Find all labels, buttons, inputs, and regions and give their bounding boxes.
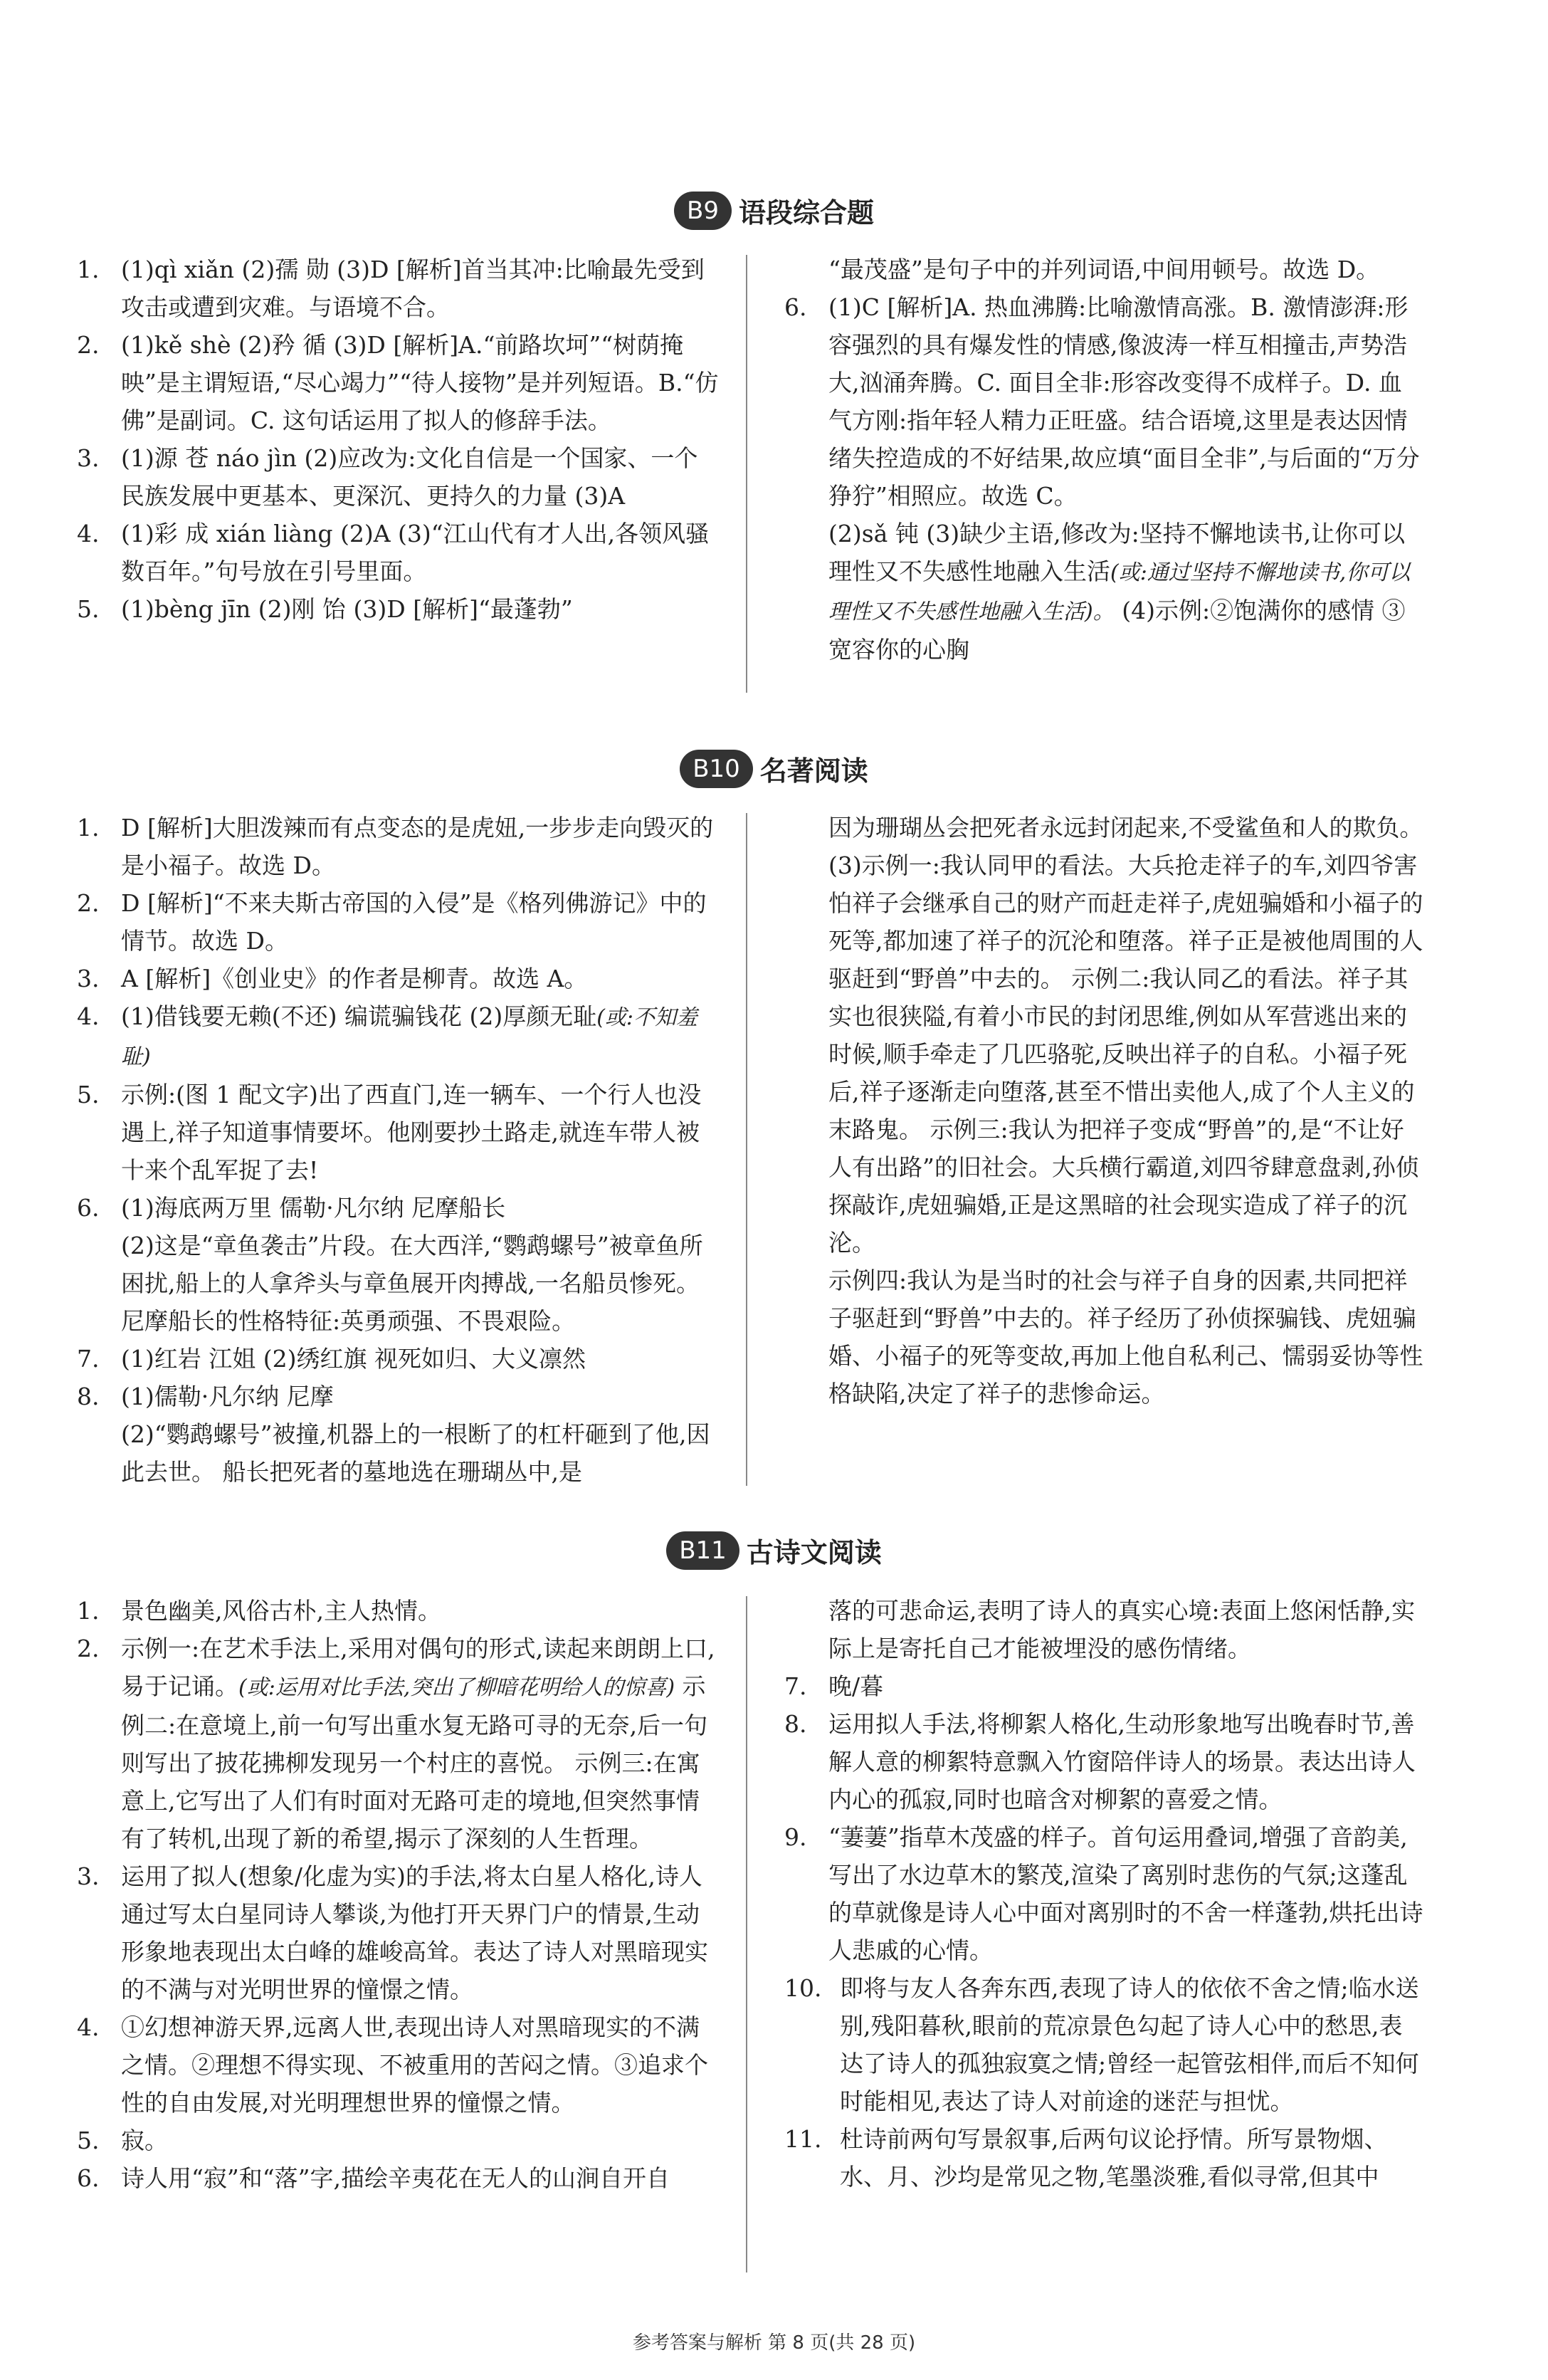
answer-item bbox=[77, 2008, 721, 2122]
answer-number: 11. bbox=[784, 2125, 822, 2153]
answer-text: 寂。 bbox=[121, 2127, 168, 2154]
answer-item bbox=[77, 2122, 721, 2159]
answer-item bbox=[77, 884, 721, 960]
section-title: 古诗文阅读 bbox=[746, 1537, 882, 1568]
answer-item bbox=[784, 515, 1425, 669]
answer-item bbox=[784, 1818, 1425, 1969]
section-badge: B11 bbox=[666, 1531, 739, 1570]
answer-item bbox=[784, 1592, 1425, 1667]
section-b10-right-column bbox=[784, 809, 1425, 1412]
answer-item bbox=[784, 1262, 1425, 1412]
section-header-b9 bbox=[0, 191, 1548, 241]
answer-text: 示例一:在艺术手法上,采用对偶句的形式,读起来朗朗上口,易于记诵。 bbox=[121, 1635, 715, 1700]
answer-item bbox=[784, 1969, 1425, 2120]
section-b11-right-column bbox=[784, 1592, 1425, 2196]
section-header-b11 bbox=[0, 1531, 1548, 1580]
answer-item bbox=[784, 288, 1425, 515]
column-divider bbox=[746, 1596, 747, 2272]
answer-text: ①幻想神游天界,远离人世,表现出诗人对黑暗现实的不满之情。②理想不得实现、不被重用的苦闷之情。③追求个性的自由发展,对光明理想世界的憧憬之情。 bbox=[121, 2013, 708, 2117]
answer-text: 诗人用“寂”和“落”字,描绘辛夷花在无人的山涧自开自 bbox=[121, 2164, 670, 2192]
answer-text: (2)“鹦鹉螺号”被撞,机器上的一根断了的杠杆砸到了他,因此去世。 船长把死者的墓地选在珊瑚丛中,是 bbox=[121, 1420, 710, 1486]
answer-number: 2. bbox=[77, 889, 100, 917]
answer-item bbox=[784, 2120, 1425, 2196]
answer-text: 晚/暮 bbox=[828, 1672, 884, 1700]
answer-text: D [解析]“不来夫斯古帝国的入侵”是《格列佛游记》中的情节。故选 D。 bbox=[121, 889, 707, 955]
answer-item bbox=[784, 1667, 1425, 1705]
answer-number: 2. bbox=[77, 1635, 100, 1662]
answer-item bbox=[77, 326, 721, 439]
answer-note: (或:通过坚持不懈地读书,你可以理性又不失感性地融入生活)。 bbox=[828, 560, 1411, 624]
answer-item bbox=[77, 251, 721, 326]
answer-item bbox=[77, 1592, 721, 1630]
answer-text: 运用拟人手法,将柳絮人格化,生动形象地写出晚春时节,善解人意的柳絮特意飘入竹窗陪伴诗人的场景。表达出诗人内心的孤寂,同时也暗含对柳絮的喜爱之情。 bbox=[828, 1710, 1416, 1813]
answer-text: 运用了拟人(想象/化虚为实)的手法,将太白星人格化,诗人通过写太白星同诗人攀谈,为他打开天界门户的情景,生动形象地表现出太白峰的雄峻高耸。表达了诗人对黑暗现实的不满与对光明世界的憧憬之情。 bbox=[121, 1862, 708, 2003]
answer-note: (或:不知羞耻) bbox=[121, 1005, 698, 1069]
answer-number: 4. bbox=[77, 520, 100, 547]
answer-text: (1)C [解析]A. 热血沸腾:比喻激情高涨。B. 激情澎湃:形容强烈的具有爆发性的情感,像波涛一样互相撞击,声势浩大,汹涌奔腾。C. 面目全非:形容改变得不成样子。D. 血气方刚:指年轻人精力正旺盛。结合语境,这里是表达因情绪失控造成的不好结果,故应填“面目全非”,与后面的“万分狰狞”相照应。故选 C。 bbox=[828, 293, 1420, 510]
answer-number: 9. bbox=[784, 1823, 807, 1851]
answer-item bbox=[77, 809, 721, 884]
answer-number: 2. bbox=[77, 331, 100, 359]
section-badge: B10 bbox=[680, 750, 753, 788]
section-b9-right-column bbox=[784, 251, 1425, 669]
answer-text: (1)借钱要无赖(不还) 编谎骗钱花 (2)厚颜无耻 bbox=[121, 1002, 597, 1030]
answer-item bbox=[784, 846, 1425, 1262]
answer-item bbox=[77, 960, 721, 997]
answer-number: 6. bbox=[784, 293, 807, 321]
answer-text-continued: (4)示例:②饱满你的感情 ③宽容你的心胸 bbox=[828, 597, 1406, 664]
answer-number: 7. bbox=[784, 1672, 807, 1700]
answer-text: (1)源 苍 náo jìn (2)应改为:文化自信是一个国家、一个民族发展中更基本、更深沉、更持久的力量 (3)A bbox=[121, 444, 698, 510]
answer-number: 4. bbox=[77, 2013, 100, 2041]
answer-number: 5. bbox=[77, 2127, 100, 2154]
answer-item bbox=[77, 1076, 721, 1189]
answer-number: 6. bbox=[77, 2164, 100, 2192]
answer-text: (3)示例一:我认同甲的看法。大兵抢走祥子的车,刘四爷害怕祥子会继承自己的财产而赶走祥子,虎妞骗婚和小福子的死等,都加速了祥子的沉沦和堕落。祥子正是被他周围的人驱赶到“野兽”中去的。 示例二:我认同乙的看法。祥子其实也很狭隘,有着小市民的封闭思维,例如从军营逃出来的时候,顺手牵走了几匹骆驼,反映出祥子的自私。小福子死后,祥子逐渐走向堕落,甚至不惜出卖他人,成了个人主义的末路鬼。 示例三:我认为把祥子变成“野兽”的,是“不让好人有出路”的旧社会。大兵横行霸道,刘四爷肆意盘剥,孙侦探敲诈,虎妞骗婚,正是这黑暗的社会现实造成了祥子的沉沦。 bbox=[828, 851, 1423, 1257]
answer-text: 示例四:我认为是当时的社会与祥子自身的因素,共同把祥子驱赶到“野兽”中去的。祥子经历了孙侦探骗钱、虎妞骗婚、小福子的死等变故,再加上他自私利己、懦弱妥协等性格缺陷,决定了祥子的悲惨命运。 bbox=[828, 1267, 1423, 1407]
section-header-b10 bbox=[0, 749, 1548, 799]
section-title: 名著阅读 bbox=[759, 755, 868, 787]
answer-text: (1)彩 成 xián liàng (2)A (3)“江山代有才人出,各领风骚数百年。”句号放在引号里面。 bbox=[121, 520, 710, 585]
answer-number: 10. bbox=[784, 1974, 822, 2002]
answer-text: (1)bèng jīn (2)刚 饴 (3)D [解析]“最蓬勃” bbox=[121, 595, 573, 623]
answer-item bbox=[784, 809, 1425, 846]
answer-number: 6. bbox=[77, 1194, 100, 1222]
column-divider bbox=[746, 813, 747, 1486]
answer-text: “萋萋”指草木茂盛的样子。首句运用叠词,增强了音韵美,写出了水边草木的繁茂,渲染了离别时悲伤的气氛;这蓬乱的草就像是诗人心中面对离别时的不舍一样蓬勃,烘托出诗人悲戚的心情。 bbox=[828, 1823, 1423, 1964]
answer-item bbox=[77, 590, 721, 628]
answer-text: 落的可悲命运,表明了诗人的真实心境:表面上悠闲恬静,实际上是寄托自己才能被埋没的感伤情绪。 bbox=[828, 1597, 1416, 1662]
answer-text-continued: 示例二:在意境上,前一句写出重水复无路可寻的无奈,后一句则写出了披花拂柳发现另一个村庄的喜悦。 示例三:在寓意上,它写出了人们有时面对无路可走的境地,但突然事情有了转机,出现了新的希望,揭示了深刻的人生哲理。 bbox=[121, 1672, 708, 1852]
section-b11-left-column bbox=[77, 1592, 721, 2197]
answer-number: 1. bbox=[77, 256, 100, 283]
answer-text: 杜诗前两句写景叙事,后两句议论抒情。所写景物烟、水、月、沙均是常见之物,笔墨淡雅,看似寻常,但其中 bbox=[840, 2125, 1388, 2191]
answer-item bbox=[77, 1857, 721, 2008]
answer-item bbox=[784, 1705, 1425, 1818]
answer-number: 7. bbox=[77, 1345, 100, 1373]
answer-number: 5. bbox=[77, 1081, 100, 1108]
answer-text: (1)红岩 江姐 (2)绣红旗 视死如归、大义凛然 bbox=[121, 1345, 586, 1373]
answer-number: 3. bbox=[77, 1862, 100, 1890]
answer-item bbox=[77, 1340, 721, 1378]
answer-item bbox=[784, 251, 1425, 288]
answer-item bbox=[77, 2159, 721, 2197]
answer-text: A [解析]《创业史》的作者是柳青。故选 A。 bbox=[121, 965, 588, 992]
answer-text: (1)海底两万里 儒勒·凡尔纳 尼摩船长 bbox=[121, 1194, 506, 1222]
answer-note: (或:运用对比手法,突出了柳暗花明给人的惊喜) bbox=[238, 1675, 675, 1700]
answer-text: (1)kě shè (2)矜 循 (3)D [解析]A.“前路坎坷”“树荫掩映”是主谓短语,“尽心竭力”“待人接物”是并列短语。B.“仿佛”是副词。C. 这句话运用了拟人的修辞手法。 bbox=[121, 331, 719, 434]
answer-item bbox=[77, 439, 721, 515]
answer-number: 5. bbox=[77, 595, 100, 623]
answer-number: 8. bbox=[77, 1383, 100, 1410]
answer-item bbox=[77, 1415, 721, 1491]
answer-number: 4. bbox=[77, 1002, 100, 1030]
answer-text: D [解析]大胆泼辣而有点变态的是虎妞,一步步走向毁灭的是小福子。故选 D。 bbox=[121, 814, 714, 879]
section-b9-left-column bbox=[77, 251, 721, 628]
answer-text: (1)qì xiǎn (2)孺 勋 (3)D [解析]首当其冲:比喻最先受到攻击或遭到灾难。与语境不合。 bbox=[121, 256, 705, 321]
answer-item bbox=[77, 997, 721, 1076]
section-title: 语段综合题 bbox=[738, 197, 874, 229]
answer-number: 8. bbox=[784, 1710, 807, 1738]
page-footer: 参考答案与解析 第 8 页(共 28 页) bbox=[632, 2332, 916, 2354]
section-badge: B9 bbox=[674, 192, 732, 230]
section-b10-left-column bbox=[77, 809, 721, 1491]
answer-text: (2)sǎ 钝 (3)缺少主语,修改为:坚持不懈地读书,让你可以理性又不失感性地融入生活 bbox=[828, 520, 1406, 585]
answer-text: 即将与友人各奔东西,表现了诗人的依依不舍之情;临水送别,残阳暮秋,眼前的荒凉景色勾起了诗人心中的愁思,表达了诗人的孤独寂寞之情;曾经一起管弦相伴,而后不知何时能相见,表达了诗人对前途的迷茫与担忧。 bbox=[840, 1974, 1419, 2115]
answer-text: 景色幽美,风俗古朴,主人热情。 bbox=[121, 1597, 441, 1625]
answer-text: 因为珊瑚丛会把死者永远封闭起来,不受鲨鱼和人的欺负。 bbox=[828, 814, 1423, 842]
answer-number: 3. bbox=[77, 444, 100, 472]
answer-item bbox=[77, 1378, 721, 1415]
answer-text: (2)这是“章鱼袭击”片段。在大西洋,“鹦鹉螺号”被章鱼所困扰,船上的人拿斧头与章鱼展开肉搏战,一名船员惨死。尼摩船长的性格特征:英勇顽强、不畏艰险。 bbox=[121, 1232, 703, 1335]
answer-text: 示例:(图 1 配文字)出了西直门,连一辆车、一个行人也没遇上,祥子知道事情要坏。他刚要抄土路走,就连车带人被十来个乱军捉了去! bbox=[121, 1081, 702, 1184]
column-divider bbox=[746, 255, 747, 693]
answer-item bbox=[77, 515, 721, 590]
answer-number: 1. bbox=[77, 1597, 100, 1625]
answer-text: “最茂盛”是句子中的并列词语,中间用顿号。故选 D。 bbox=[828, 256, 1380, 283]
answer-item bbox=[77, 1227, 721, 1340]
answer-number: 3. bbox=[77, 965, 100, 992]
answer-item bbox=[77, 1189, 721, 1227]
answer-number: 1. bbox=[77, 814, 100, 842]
answer-text: (1)儒勒·凡尔纳 尼摩 bbox=[121, 1383, 334, 1410]
answer-item bbox=[77, 1630, 721, 1857]
